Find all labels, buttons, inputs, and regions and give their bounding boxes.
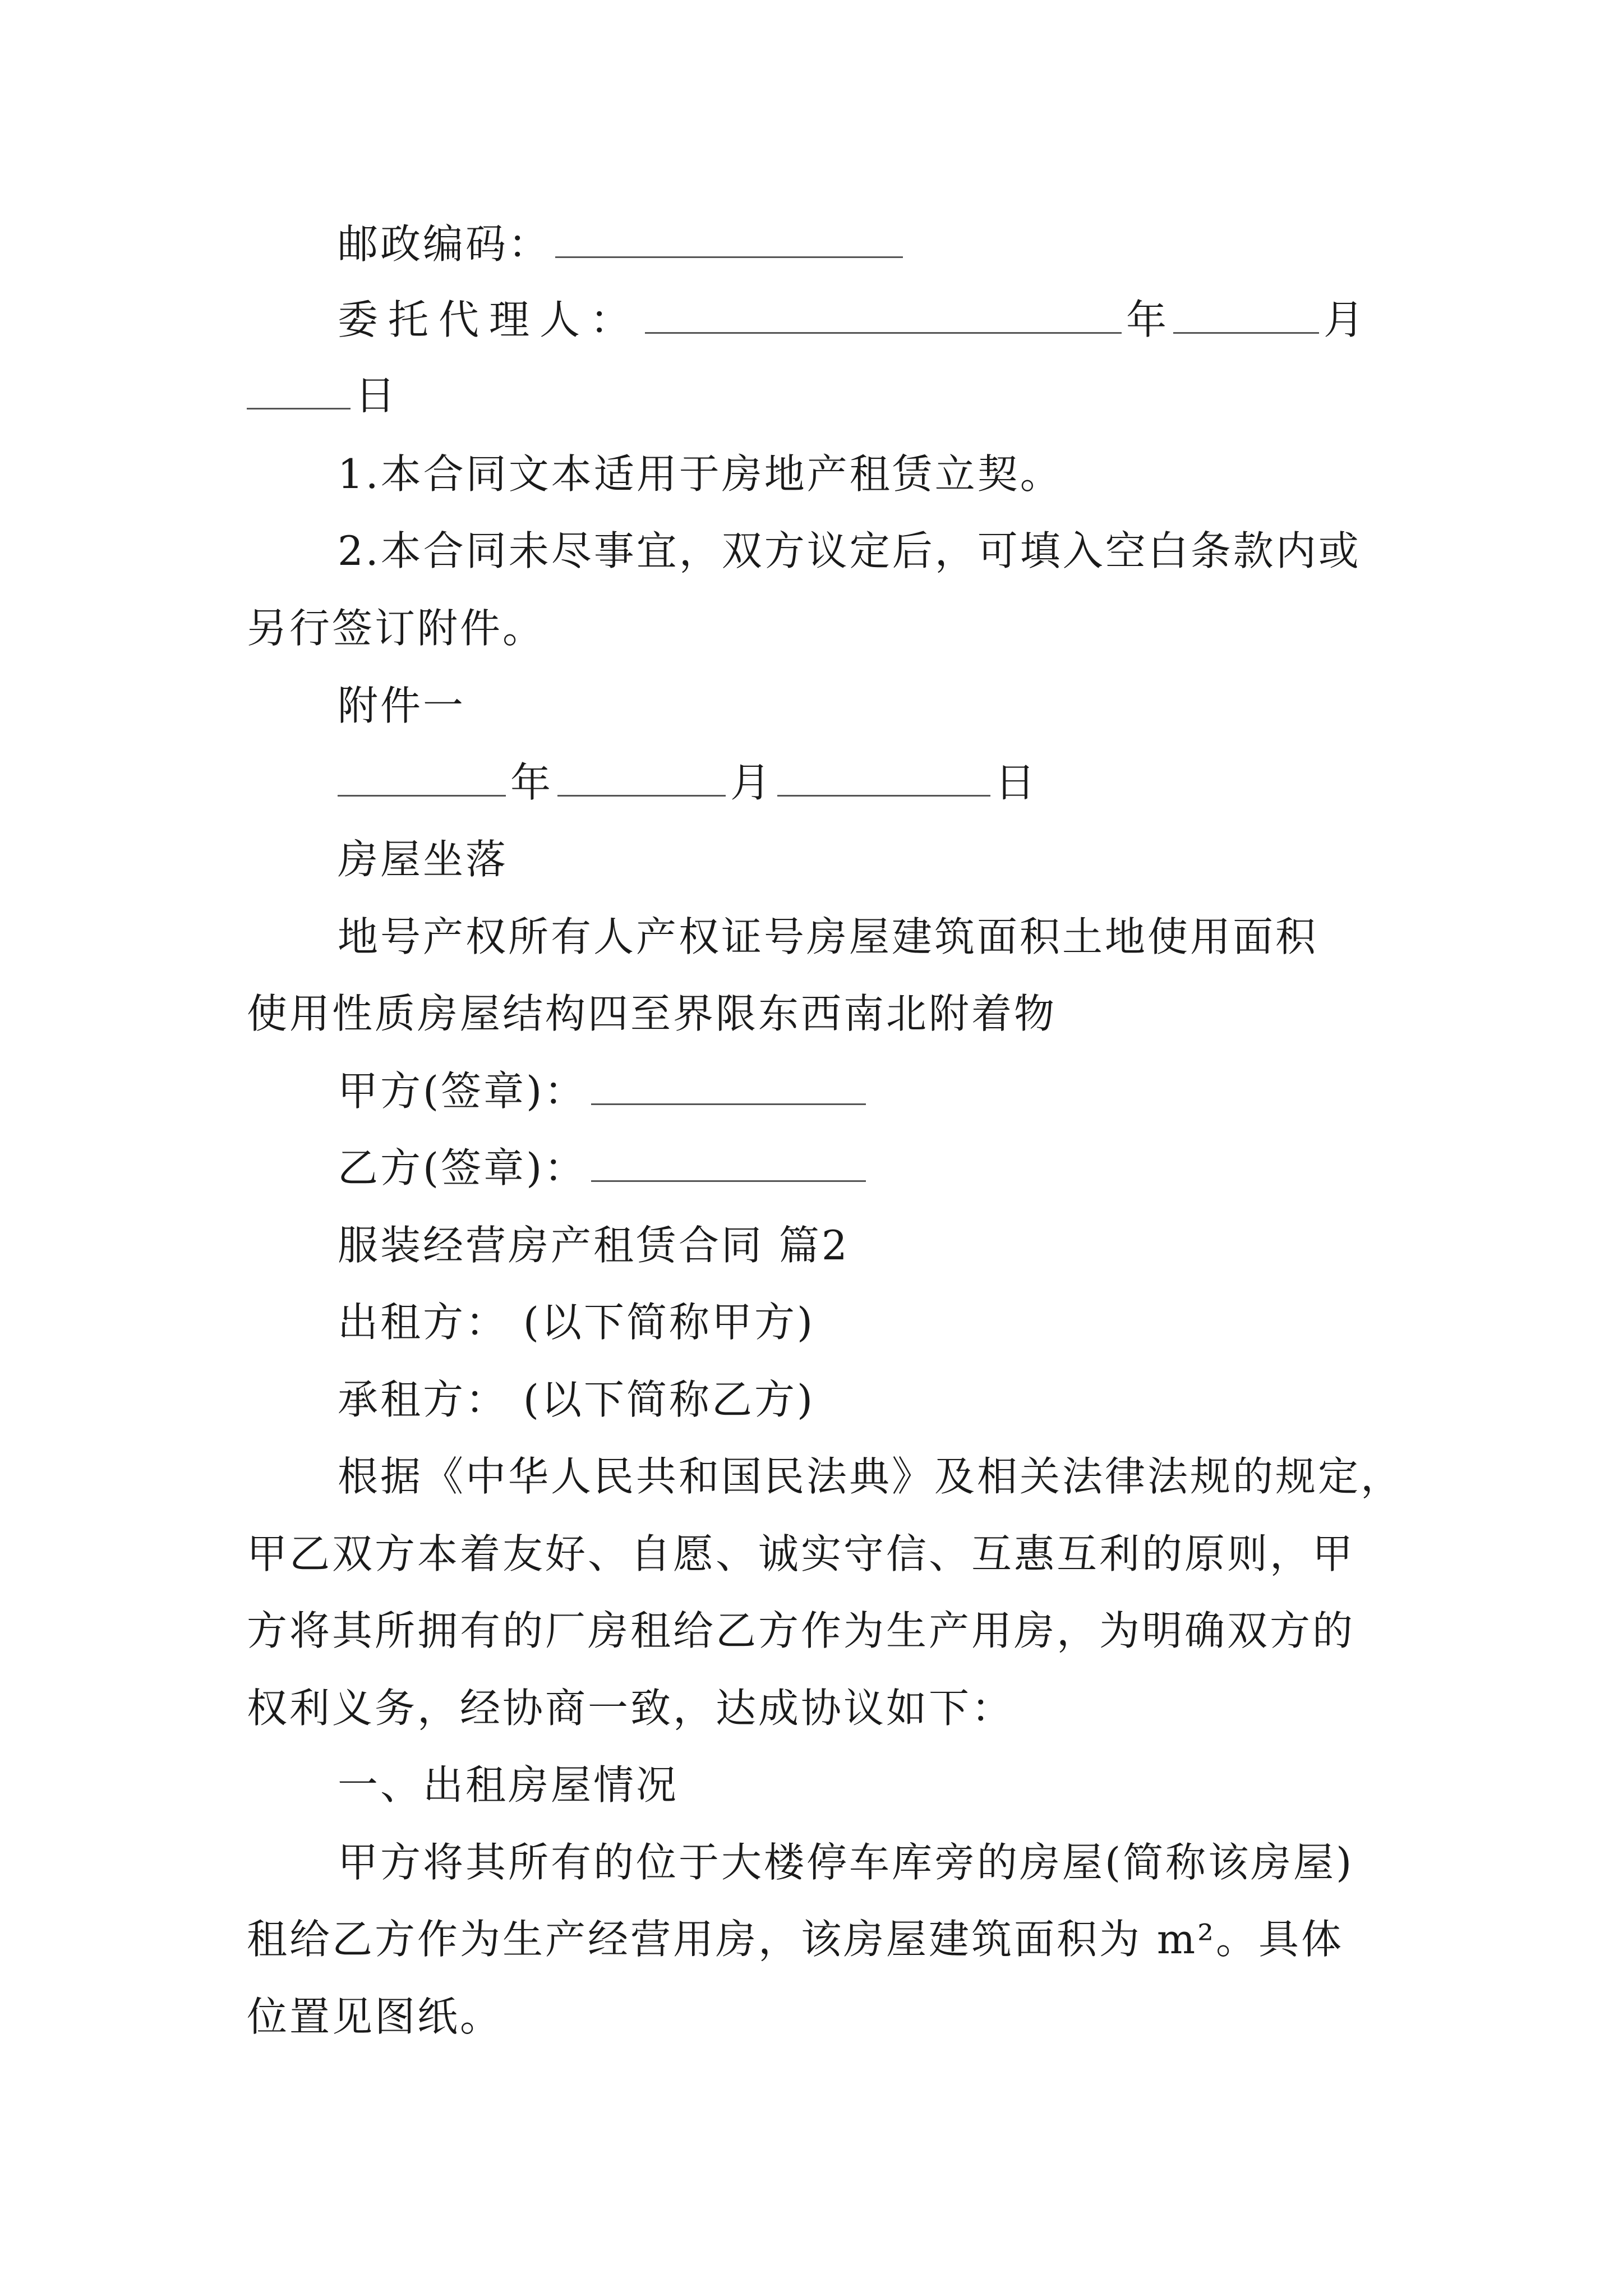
postal-code-label: 邮政编码： [338, 220, 551, 268]
agent-line [247, 280, 1482, 359]
date-year-blank [338, 752, 506, 797]
date-month-blank [557, 752, 726, 797]
clause-1-text-line-3: 位置见图纸。 [247, 1993, 503, 2040]
clause-1-text-line-2: 租给乙方作为生产经营用房，该房屋建筑面积为 m²。具体 [247, 1916, 1344, 1963]
postal-code-line [247, 205, 1482, 283]
intro-line-2: 甲乙双方本着友好、自愿、诚实守信、互惠互利的原则，甲 [247, 1530, 1355, 1577]
party-b-sign-line [247, 1129, 1482, 1207]
appendix-date-line [247, 743, 1482, 822]
agent-day-label: 日 [355, 372, 398, 419]
fields-line-1: 地号产权所有人产权证号房屋建筑面积土地使用面积 [338, 913, 1318, 960]
clause-1-text-line-1: 甲方将其所有的位于大楼停车库旁的房屋(简称该房屋) [338, 1839, 1354, 1886]
note-2-line-2: 另行签订附件。 [247, 605, 546, 652]
lessor-line: 出租方： (以下简称甲方) [338, 1299, 815, 1346]
agent-blank [645, 289, 1122, 334]
agent-year-label: 年 [1126, 296, 1169, 343]
clause-1-title: 一、出租房屋情况 [338, 1761, 679, 1809]
agent-label: 委托代理人： [338, 296, 641, 343]
postal-code-blank [555, 214, 903, 258]
location-title: 房屋坐落 [338, 836, 509, 883]
party-b-sign-label: 乙方(签章)： [338, 1144, 587, 1191]
party-a-sign-label: 甲方(签章)： [338, 1068, 587, 1115]
agent-day-blank [247, 365, 351, 409]
intro-line-1: 根据《中华人民共和国民法典》及相关法律法规的规定， [338, 1453, 1404, 1500]
date-day-blank [777, 752, 990, 797]
date-month-label: 月 [730, 759, 773, 806]
agent-month-label: 月 [1324, 296, 1367, 343]
section-title: 服装经营房产租赁合同 篇2 [338, 1222, 850, 1269]
party-a-sign-blank [591, 1061, 866, 1105]
note-2-line-1: 2.本合同未尽事宜，双方议定后，可填入空白条款内或 [338, 527, 1361, 574]
lessee-line: 承租方： (以下简称乙方) [338, 1376, 815, 1423]
appendix-title: 附件一 [338, 682, 466, 729]
agent-month-blank [1173, 289, 1319, 334]
fields-line-2: 使用性质房屋结构四至界限东西南北附着物 [247, 990, 1057, 1037]
party-a-sign-line [247, 1052, 1482, 1130]
intro-line-3: 方将其所拥有的厂房租给乙方作为生产用房，为明确双方的 [247, 1607, 1355, 1654]
date-year-label: 年 [510, 759, 554, 806]
agent-day-line [247, 356, 1391, 435]
date-day-label: 日 [995, 759, 1038, 806]
note-1: 1.本合同文本适用于房地产租赁立契。 [338, 450, 1063, 498]
intro-line-4: 权利义务，经协商一致，达成协议如下： [247, 1685, 1015, 1732]
party-b-sign-blank [591, 1138, 866, 1182]
